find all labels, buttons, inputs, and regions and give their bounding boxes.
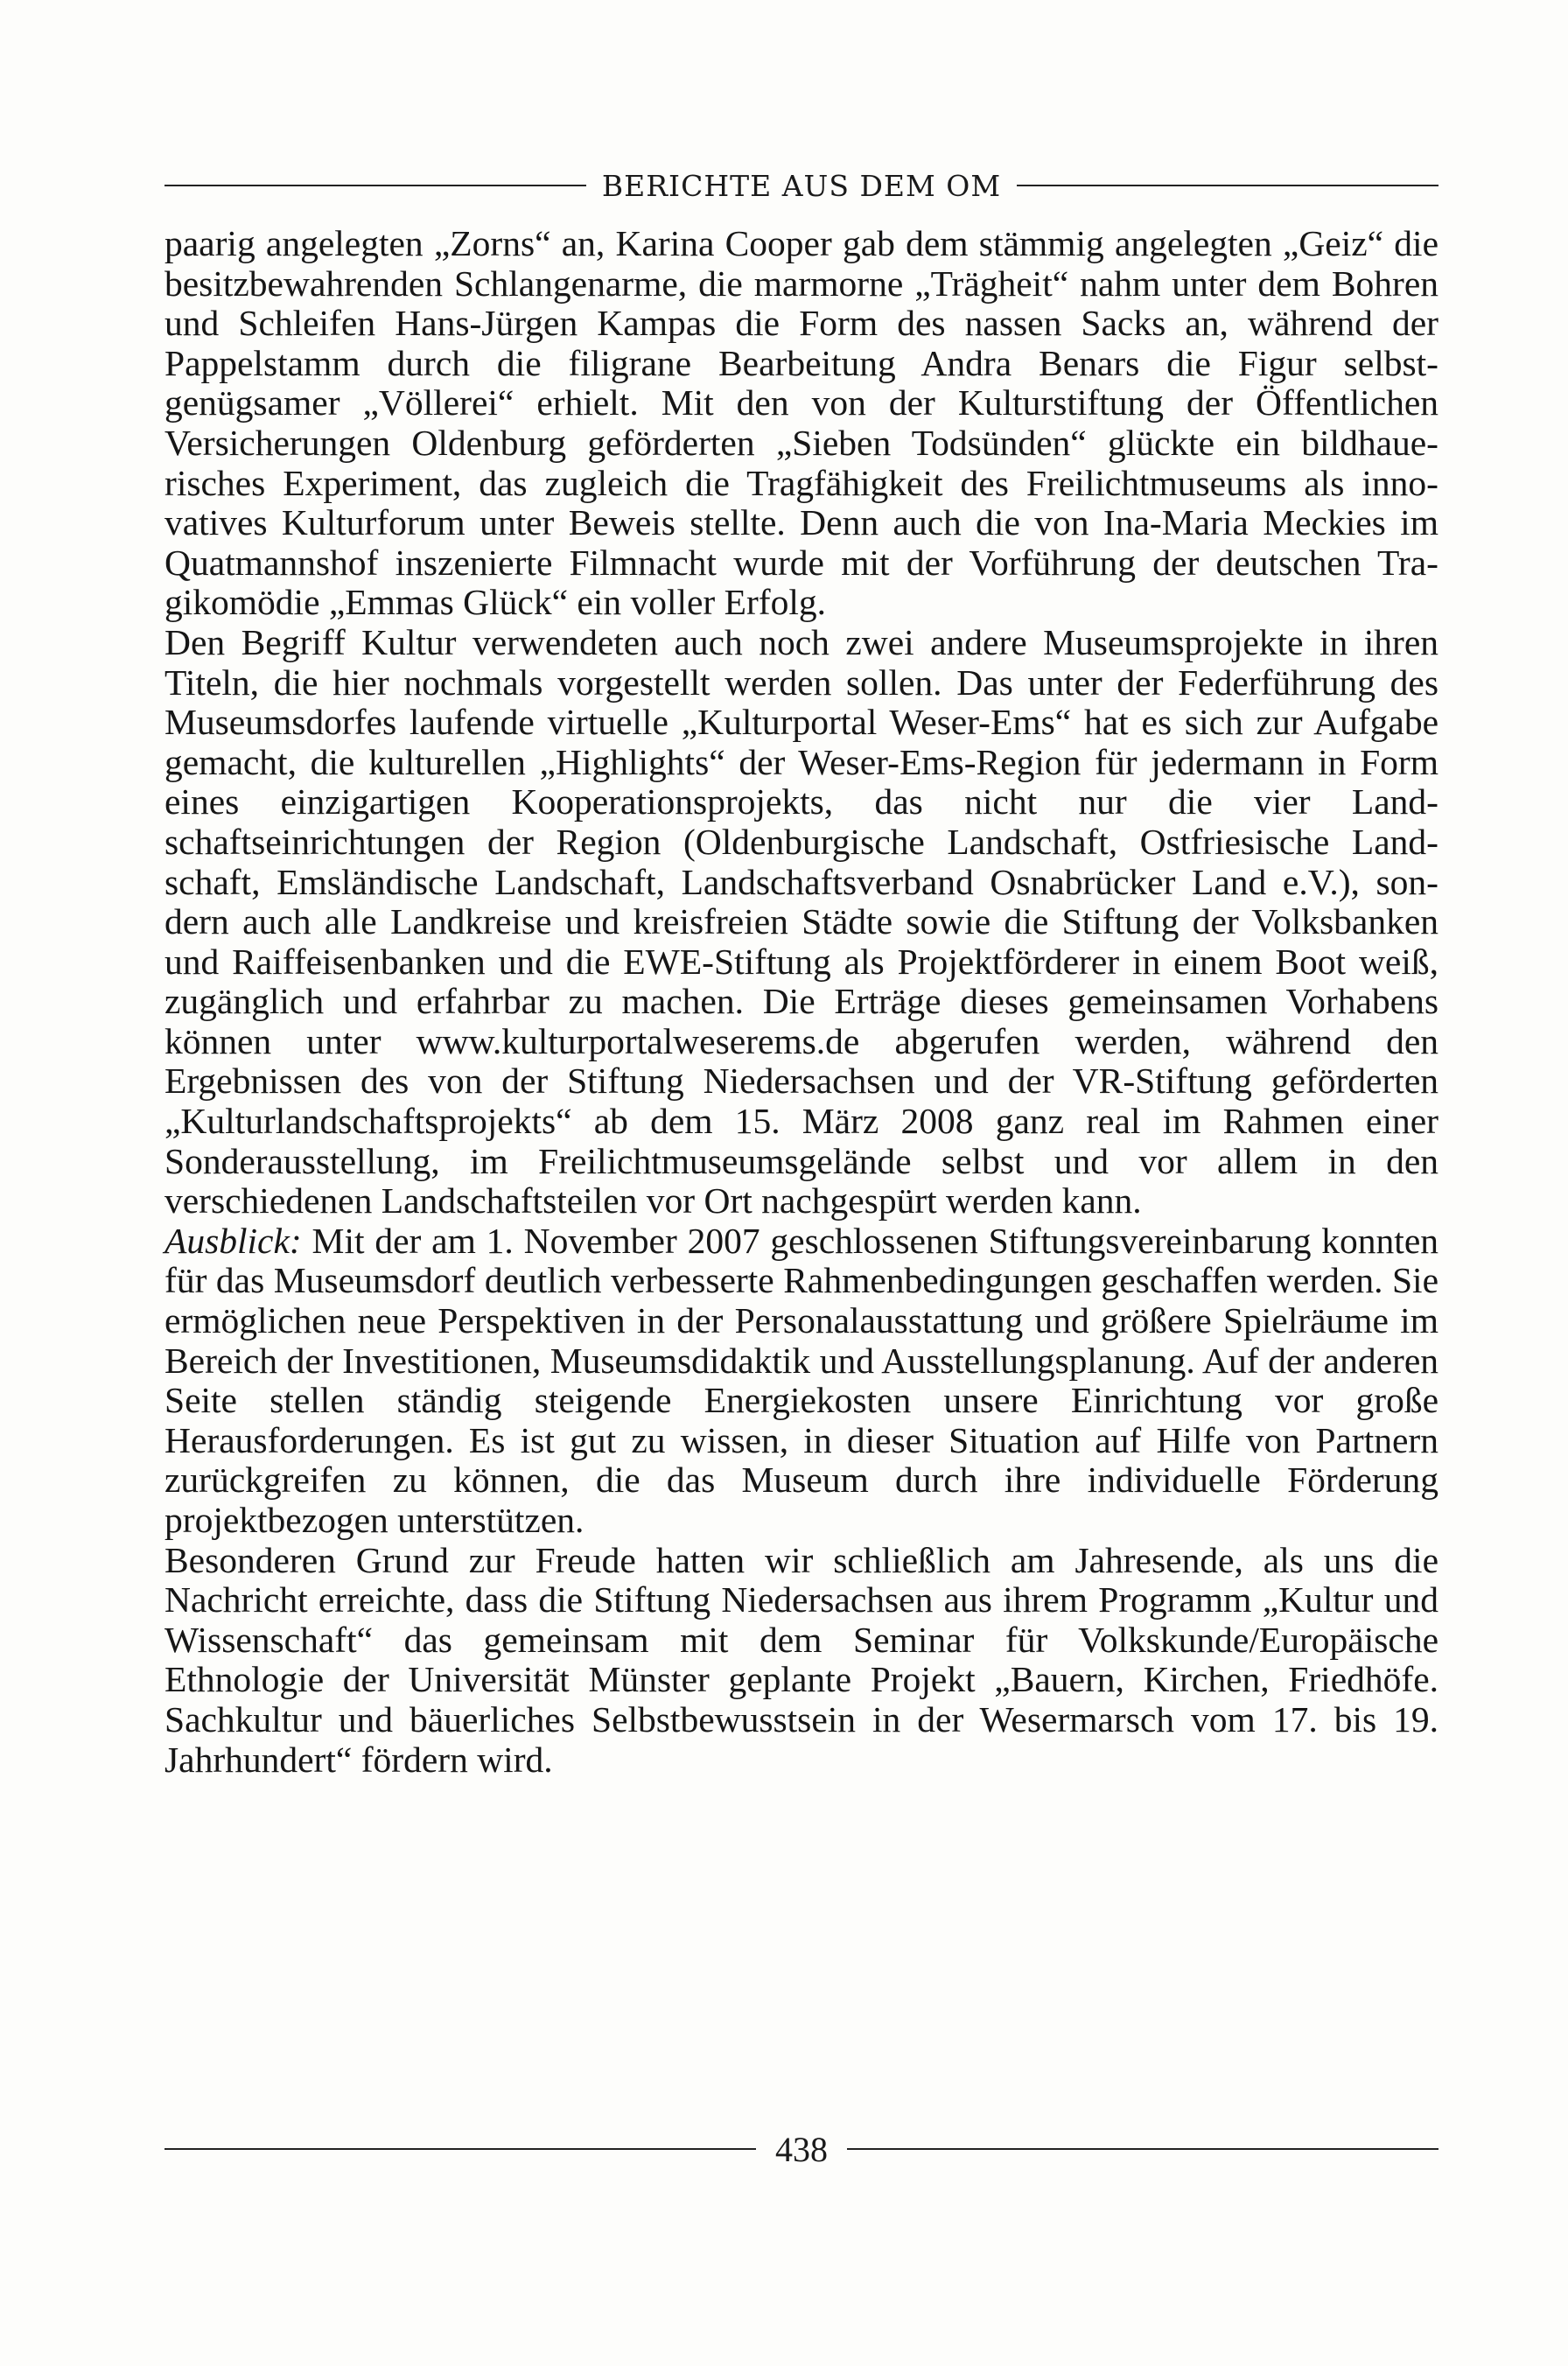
footer-rule-left — [164, 2148, 756, 2150]
header-rule-left — [164, 185, 586, 186]
running-header — [164, 163, 1438, 208]
paragraph-2: Den Begriff Kultur verwendeten auch noch zwei andere Museumsprojekte in ihren Titeln, die hier nochmals vorgestellt werden sollen. Das unter der Federführung des Museumsdorfes laufende virtuelle „Kulturportal Weser-Ems“ hat es sich zur Aufgabe gemacht, die kulturellen „Highlights“ der Weser-Ems-Region für jedermann in Form eines einzigartigen Kooperationsprojekts, das nicht nur die vier Landschaftseinrichtungen der Region (Oldenburgische Landschaft, Ostfriesische Landschaft, Emsländische Landschaft, Landschaftsverband Osnabrücker Land e.V.), sondern auch alle Landkreise und kreisfreien Städte sowie die Stiftung der Volksbanken und Raiffeisenbanken und die EWE-Stiftung als Projektförderer in einem Boot weiß, zugänglich und erfahrbar zu machen. Die Erträge dieses gemeinsamen Vorhabens können unter www.kulturportalweserems.de abgerufen werden, während den Ergebnissen des von der Stiftung Niedersachsen und der VR-Stiftung geförderten „Kulturlandschaftsprojekts“ ab dem 15. März 2008 ganz real im Rahmen einer Sonderausstellung, im Freilichtmuseumsgelände selbst und vor allem in den verschiedenen Landschaftsteilen vor Ort nachgespürt werden kann. — [164, 621, 1438, 1222]
footer-rule-right — [847, 2148, 1438, 2150]
paragraph-3 — [164, 1222, 1438, 1541]
header-rule-right — [1017, 185, 1438, 186]
body-text — [164, 224, 1438, 1780]
paragraph-3-text: Mit der am 1. November 2007 geschlossenen Stiftungsvereinbarung konnten für das Museumsdorf deutlich verbesserte Rahmenbedingungen geschaffen werden. Sie ermöglichen neue Perspektiven in der Personalausstattung und größere Spielräume im Bereich der Investitionen, Museumsdidaktik und Ausstellungsplanung. Auf der anderen Seite stellen ständig steigende Energiekosten unsere Einrichtung vor große Herausforderungen. Es ist gut zu wissen, in dieser Situation auf Hilfe von Partnern zurückgreifen zu können, die das Museum durch ihre individuelle Förderung projektbezogen unterstützen. — [164, 1220, 1438, 1540]
paragraph-4: Besonderen Grund zur Freude hatten wir schließlich am Jahresende, als uns die Nachricht erreichte, dass die Stiftung Niedersachsen aus ihrem Programm „Kultur und Wissenschaft“ das gemeinsam mit dem Seminar für Volkskunde/Europäische Ethnologie der Universität Münster geplante Projekt „Bauern, Kirchen, Friedhöfe. Sachkultur und bäuerliches Selbstbewusstsein in der Wesermarsch vom 17. bis 19. Jahrhundert“ fördern wird. — [164, 1539, 1438, 1780]
page-footer — [164, 2124, 1438, 2174]
paragraph-1: paarig angelegten „Zorns“ an, Karina Cooper gab dem stämmig angelegten „Geiz“ die besitzbewahrenden Schlangenarme, die marmorne „Trägheit“ nahm unter dem Bohren und Schleifen Hans-Jürgen Kampas die Form des nassen Sacks an, während der Pappelstamm durch die filigrane Bearbeitung Andra Benars die Figur selbstgenügsamer „Völlerei“ erhielt. Mit den von der Kulturstiftung der Öffentlichen Versicherungen Oldenburg geförderten „Sieben Todsünden“ glückte ein bildhauerisches Experiment, das zugleich die Tragfähigkeit des Freilichtmuseums als innovatives Kulturforum unter Beweis stellte. Denn auch die von Ina-Maria Meckies im Quatmannshof inszenierte Filmnacht wurde mit der Vorführung der deutschen Tragikomödie „Emmas Glück“ ein voller Erfolg. — [164, 223, 1438, 623]
running-title: BERICHTE AUS DEM OM — [601, 168, 1002, 203]
paragraph-3-lead: Ausblick: — [164, 1220, 302, 1261]
page-number: 438 — [775, 2129, 828, 2169]
